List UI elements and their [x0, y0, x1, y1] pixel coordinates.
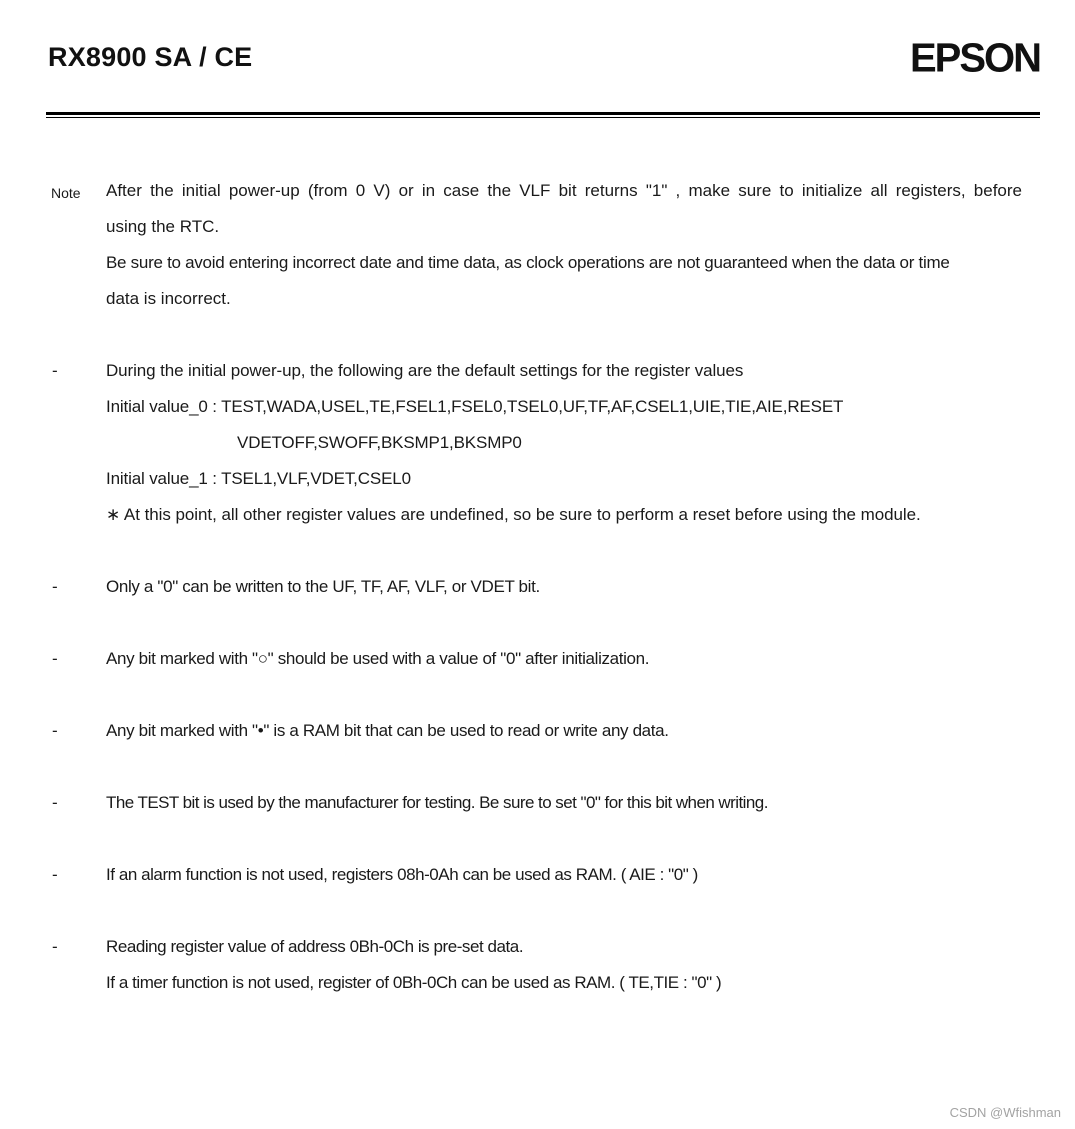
- dash-bullet: -: [52, 577, 58, 596]
- header-rule-thick: [46, 112, 1040, 115]
- list-item-text: Reading register value of address 0Bh-0Ch is pre-set data.: [106, 937, 524, 956]
- note-line: using the RTC.: [106, 217, 220, 236]
- list-item-text: Only a "0" can be written to the UF, TF, AF, VLF, or VDET bit.: [106, 577, 540, 596]
- note-line: After the initial power-up (from 0 V) or in case the VLF bit returns "1" , make sure to initialize all registers, before: [106, 181, 1022, 200]
- dash-bullet: -: [52, 721, 58, 740]
- dash-bullet: -: [52, 937, 58, 956]
- header-rule-thin: [46, 117, 1040, 119]
- list-item-text: Any bit marked with "○" should be used with a value of "0" after initialization.: [106, 649, 650, 668]
- dash-bullet: -: [52, 649, 58, 668]
- list-item-text: If a timer function is not used, register of 0Bh-0Ch can be used as RAM. ( TE,TIE : "0" ): [106, 973, 722, 992]
- note-line: Be sure to avoid entering incorrect date and time data, as clock operations are not guaranteed when the data or time: [106, 253, 950, 272]
- dash-bullet: -: [52, 793, 58, 812]
- initial-value-0-continued: VDETOFF,SWOFF,BKSMP1,BKSMP0: [237, 433, 522, 452]
- dash-bullet: -: [52, 361, 58, 380]
- list-item-text: If an alarm function is not used, registers 08h-0Ah can be used as RAM. ( AIE : "0" ): [106, 865, 698, 884]
- epson-logo: EPSON: [909, 35, 1040, 81]
- dash-bullet: -: [52, 865, 58, 884]
- list-item-text: During the initial power-up, the following are the default settings for the register values: [106, 361, 744, 380]
- initial-value-0: Initial value_0 : TEST,WADA,USEL,TE,FSEL1,FSEL0,TSEL0,UF,TF,AF,CSEL1,UIE,TIE,AIE,RESET: [106, 397, 844, 416]
- watermark: CSDN @Wfishman: [949, 1105, 1061, 1120]
- document-title: RX8900 SA / CE: [48, 42, 253, 72]
- list-item-text: The TEST bit is used by the manufacturer for testing. Be sure to set "0" for this bit when writing.: [106, 793, 768, 812]
- note-label: Note: [51, 185, 81, 201]
- list-item-text: Any bit marked with "•" is a RAM bit that can be used to read or write any data.: [106, 721, 669, 740]
- undefined-note: ∗ At this point, all other register values are undefined, so be sure to perform a reset before using the module.: [106, 505, 921, 524]
- initial-value-1: Initial value_1 : TSEL1,VLF,VDET,CSEL0: [106, 469, 411, 488]
- note-line: data is incorrect.: [106, 289, 231, 308]
